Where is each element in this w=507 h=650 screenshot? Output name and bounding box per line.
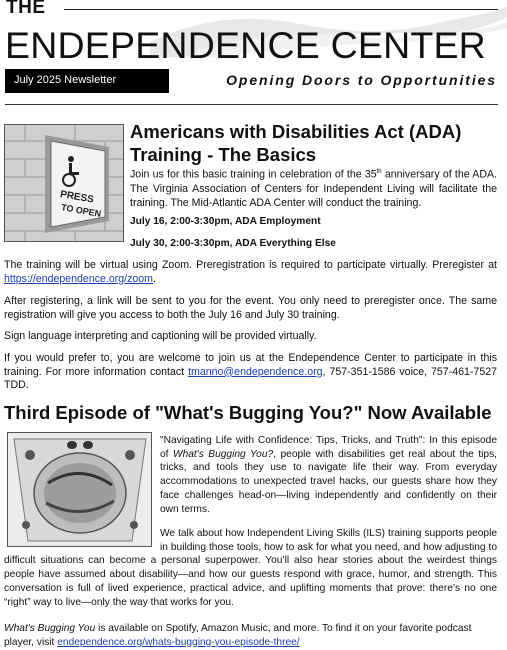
episode-paragraph-2 [4, 527, 497, 609]
sign-text-to-open: TO OPEN [60, 202, 102, 219]
episode-p3-show-name: What's Bugging You [4, 623, 96, 634]
ada-intro-paragraph [130, 165, 497, 211]
ada-date-everything-else: July 30, 2:00-3:30pm, ADA Everything Else [130, 238, 336, 249]
press-to-open-button-photo [4, 124, 124, 242]
ada-sign-language-paragraph: Sign language interpreting and captioning will be provided virtually. [4, 330, 317, 342]
ada-intro-text-cont: anniversary of the ADA. The Virginia Association of Centers for Independent Living will facilitate the training. The Mid-Atlantic ADA Center will conduct the training. [130, 168, 498, 210]
issue-label: July 2025 Newsletter [5, 69, 169, 93]
ada-virtual-paragraph [4, 259, 497, 286]
episode-p1-show-name: What's Bugging You? [172, 448, 274, 460]
episode-article-title: Third Episode of "What's Bugging You?" Now Available [4, 402, 492, 423]
ada-date-employment: July 16, 2:00-3:30pm, ADA Employment [130, 216, 321, 227]
masthead-divider [5, 104, 498, 105]
top-divider [64, 9, 498, 10]
episode-paragraph-3 [4, 622, 497, 649]
masthead [0, 0, 507, 108]
contact-email-link[interactable]: tmanno@endependence.org [188, 365, 323, 378]
ada-after-registering-paragraph: After registering, a link will be sent to you for the event. You only need to preregister once. The same registration will give you access to both the July 16 and July 30 training. [4, 295, 497, 321]
ada-virtual-period: . [153, 272, 156, 285]
masthead-the: THE [6, 0, 46, 18]
ada-join-text: If you would prefer to, you are welcome to join us at the Endependence Center to participate in this training. For more information contact [4, 352, 497, 378]
ada-join-phone-text: , 757-351-1586 voice, 757-461-7527 TDD. [4, 365, 497, 392]
sign-text-press: PRESS [59, 188, 95, 206]
episode-p2-image-gap [4, 527, 160, 554]
episode-p3-text: is available on Spotify, Amazon Music, and more. To find it on your favorite podcast player, visit [4, 623, 472, 648]
ada-intro-text: Join us for this basic training in celebration of the 35 [130, 168, 377, 181]
tagline: Opening Doors to Opportunities [226, 72, 497, 88]
brick-wall-graphic [5, 125, 124, 242]
ada-virtual-text: The training will be virtual using Zoom. Preregistration is required to participate virtually. Preregister at [4, 259, 497, 271]
episode-paragraph-1 [160, 434, 497, 516]
zoom-registration-link[interactable]: https://endependence.org/zoom [4, 272, 154, 285]
episode-p2-text: We talk about how Independent Living Skills (ILS) training supports people in building those tools, how to ask for what you need, and how adjusting to difficult situations can become a personal superpower. You’ll also hear stories about the weirdest things people have assumed about disability—and how our guests respond with grace, humor, and strength. This conversation is full of lived experience, practical advice, and uplifting moments that prove: there’s no one “right” way to live—only the way that works for you. [4, 528, 497, 608]
ada-article-title: Americans with Disabilities Act (ADA) Training - The Basics [130, 121, 462, 165]
episode-page-link[interactable]: endependence.org/whats-bugging-you-episode-three/ [57, 636, 300, 648]
ada-join-paragraph [4, 352, 497, 393]
episode-p1-text-cont: , people with disabilities get real about the tips, tricks, and tools they use to navigate life their way. From everyday accommodations to unexpected travel hacks, our guests share how they face challenges head-on—living independently and confidently on their own terms. [160, 448, 498, 515]
ada-intro-superscript: th [376, 169, 382, 175]
episode-p1-text: "Navigating Life with Confidence: Tips, Tricks, and Truth": In this episode of [160, 435, 497, 460]
newsletter-title: ENDEPENDENCE CENTER [5, 24, 486, 66]
